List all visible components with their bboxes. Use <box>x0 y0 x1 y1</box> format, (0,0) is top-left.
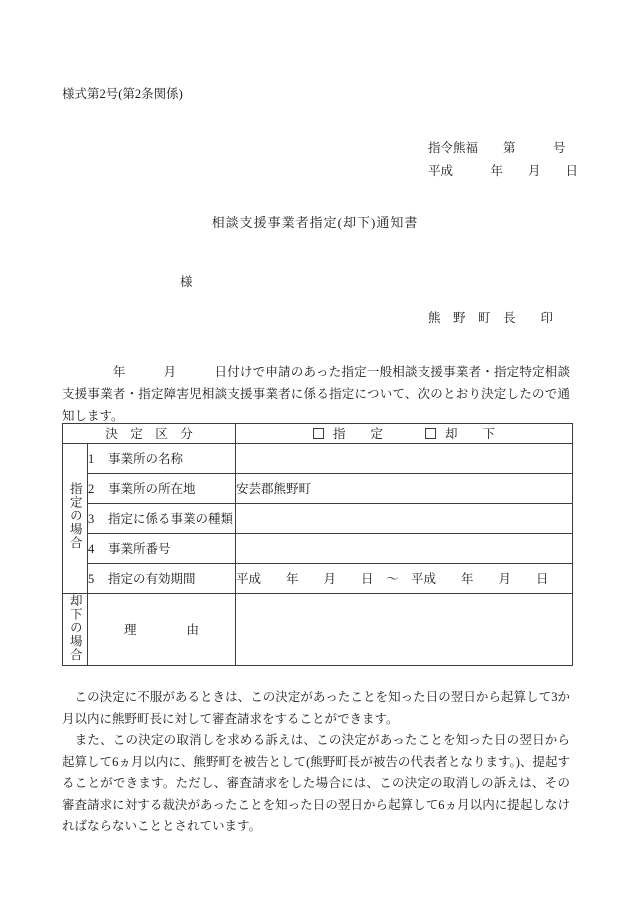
table-row <box>63 473 573 503</box>
business-name-value-cell <box>236 443 573 473</box>
decision-table <box>62 423 573 666</box>
designation-case-group-cell <box>63 443 88 593</box>
document-number-line: 指令熊福 第 号 <box>428 141 566 155</box>
lawsuit-note-paragraph: また、この決定の取消しを求める訴えは、この決定があったことを知った日の翌日から起算して6ヵ月以内に、熊野町を被告として(熊野町長が被告の代表者となります。)、提起することができます。ただし、審査請求をした場合には、この決定の取消しの訴えは、その審査請求に対する裁決があったことを知った日の翌日から起算して6ヵ月以内に提起しなければならないこととされています。 <box>62 733 570 833</box>
designation-case-label: 指定の場合 <box>68 482 83 550</box>
business-type-value-cell <box>236 503 573 533</box>
table-header-row <box>63 424 573 444</box>
rejection-reason-row <box>63 593 573 666</box>
row-number: 2 <box>88 482 95 496</box>
signer-seal-line: 熊 野 町 長 印 <box>428 311 554 325</box>
legal-notes <box>62 687 570 838</box>
designation-checkbox-icon[interactable] <box>313 428 324 439</box>
intro-paragraph: 年 月 日付けで申請のあった指定一般相談支援事業者・指定特定相談支援事業者・指定障害児相談支援事業者に係る指定について、次のとおり決定したので通知します。 <box>62 365 570 423</box>
row-label-cell <box>88 503 236 533</box>
form-number-label: 様式第2号(第2条関係) <box>62 87 183 101</box>
option-designation <box>313 424 383 442</box>
table-row <box>63 503 573 533</box>
document-number-block <box>428 137 578 183</box>
row-label: 指定に係る事業の種類 <box>108 512 234 526</box>
decision-category-header: 決 定 区 分 <box>63 424 236 444</box>
option-rejection <box>425 424 495 442</box>
table-row <box>63 533 573 563</box>
table-row <box>63 443 573 473</box>
valid-period-value-cell: 平成 年 月 日 ～ 平成 年 月 日 <box>236 563 573 593</box>
row-label-cell <box>88 563 236 593</box>
business-address-value-cell: 安芸郡熊野町 <box>236 473 573 503</box>
reason-label-cell: 理 由 <box>88 593 236 666</box>
row-number: 4 <box>88 542 95 556</box>
row-number: 5 <box>88 572 95 586</box>
rejection-case-group-cell <box>63 593 88 666</box>
rejection-case-label: 却下の場合 <box>68 593 83 661</box>
row-number: 1 <box>88 452 95 466</box>
reason-value-cell <box>236 593 573 666</box>
addressee-suffix: 様 <box>180 275 193 289</box>
decision-options <box>313 424 495 442</box>
row-label-cell <box>88 443 236 473</box>
business-number-value-cell <box>236 533 573 563</box>
rejection-checkbox-icon[interactable] <box>425 428 436 439</box>
row-label-cell <box>88 473 236 503</box>
document-date-line: 平成 年 月 日 <box>428 164 579 178</box>
row-label: 指定の有効期間 <box>108 572 196 586</box>
page-title: 相談支援事業者指定(却下)通知書 <box>211 215 419 230</box>
row-label-cell <box>88 533 236 563</box>
row-number: 3 <box>88 512 95 526</box>
row-label: 事業所の所在地 <box>108 482 196 496</box>
rejection-option-label: 却 下 <box>445 427 496 441</box>
table-row <box>63 563 573 593</box>
row-label: 事業所の名称 <box>108 452 184 466</box>
row-label: 事業所番号 <box>108 542 171 556</box>
designation-option-label: 指 定 <box>332 427 383 441</box>
decision-options-cell <box>236 424 573 444</box>
appeal-note-paragraph: この決定に不服があるときは、この決定があったことを知った日の翌日から起算して3か月以内に熊野町長に対して審査請求をすることができます。 <box>62 690 570 726</box>
